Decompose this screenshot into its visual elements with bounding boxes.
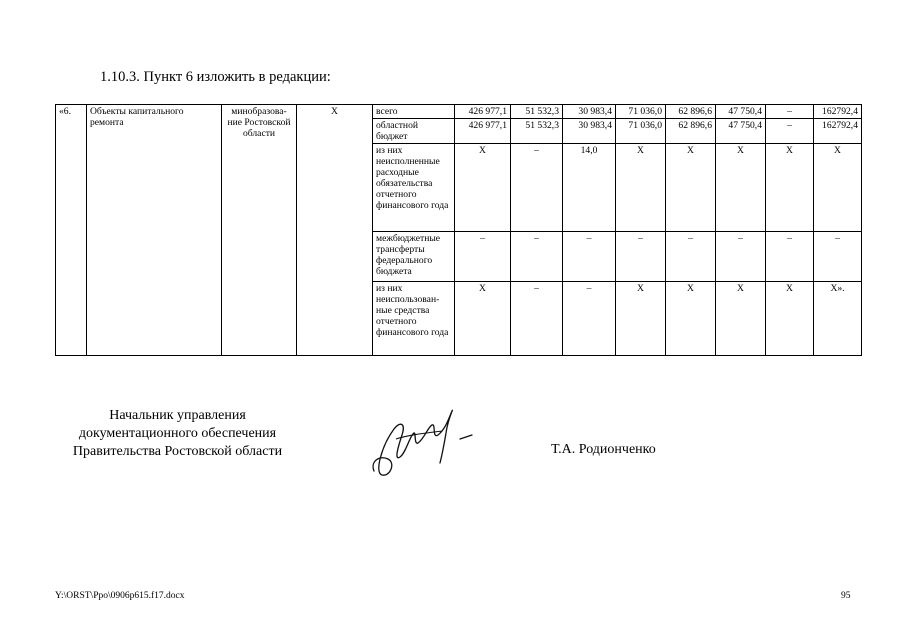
value-cell: – — [616, 232, 666, 282]
mark-x: X — [297, 105, 373, 356]
handwritten-signature — [368, 405, 478, 485]
value-cell: X — [766, 144, 814, 232]
page-number: 95 — [841, 591, 851, 601]
position-line: Начальник управления — [109, 408, 246, 423]
value-cell: X — [766, 282, 814, 356]
value-cell: X — [455, 282, 511, 356]
value-cell: 71 036,0 — [616, 105, 666, 119]
value-cell: – — [511, 282, 563, 356]
source-label: из них неиспользован-ные средства отчетного финансового года — [373, 282, 455, 356]
table-row — [56, 105, 862, 119]
executor: минобразова-ние Ростовской области — [222, 105, 297, 356]
value-cell: – — [766, 105, 814, 119]
value-cell: – — [766, 232, 814, 282]
value-cell: – — [511, 144, 563, 232]
object-name: Объекты капитального ремонта — [87, 105, 222, 356]
position-line: Правительства Ростовской области — [72, 444, 283, 459]
program-table — [55, 104, 862, 356]
value-cell: 30 983,4 — [563, 119, 616, 144]
value-cell: 62 896,6 — [666, 105, 716, 119]
value-cell: X — [616, 282, 666, 356]
row-number: «6. — [56, 105, 87, 356]
value-cell: X — [716, 144, 766, 232]
value-cell: 62 896,6 — [666, 119, 716, 144]
signatory-name: Т.А. Родионченко — [551, 442, 656, 457]
position-line: документационного обеспечения — [78, 426, 277, 441]
value-cell: – — [563, 232, 616, 282]
value-cell: – — [716, 232, 766, 282]
value-cell: 47 750,4 — [716, 119, 766, 144]
amendment-heading: 1.10.3. Пункт 6 изложить в редакции: — [100, 69, 331, 85]
value-cell: X — [666, 282, 716, 356]
source-label: из них неисполненные расходные обязательства отчетного финансового года — [373, 144, 455, 232]
source-label: всего — [373, 105, 455, 119]
value-cell: 162792,4 — [814, 105, 862, 119]
value-cell: X — [616, 144, 666, 232]
source-label: межбюджетные трансферты федерального бюджета — [373, 232, 455, 282]
value-cell: 51 532,3 — [511, 119, 563, 144]
value-cell: 426 977,1 — [455, 119, 511, 144]
value-cell: X — [814, 144, 862, 232]
value-cell: – — [666, 232, 716, 282]
value-cell: 47 750,4 — [716, 105, 766, 119]
value-cell: – — [766, 119, 814, 144]
value-cell: – — [455, 232, 511, 282]
value-cell: X — [716, 282, 766, 356]
value-cell: 30 983,4 — [563, 105, 616, 119]
value-cell: 51 532,3 — [511, 105, 563, 119]
value-cell: – — [563, 282, 616, 356]
value-cell: 14,0 — [563, 144, 616, 232]
value-cell: X — [666, 144, 716, 232]
value-cell: X». — [814, 282, 862, 356]
source-label: областной бюджет — [373, 119, 455, 144]
value-cell: 426 977,1 — [455, 105, 511, 119]
file-path: Y:\ORST\Ppo\0906p615.f17.docx — [55, 591, 185, 601]
value-cell: X — [455, 144, 511, 232]
signatory-position — [55, 407, 300, 461]
value-cell: – — [511, 232, 563, 282]
value-cell: 71 036,0 — [616, 119, 666, 144]
value-cell: – — [814, 232, 862, 282]
value-cell: 162792,4 — [814, 119, 862, 144]
